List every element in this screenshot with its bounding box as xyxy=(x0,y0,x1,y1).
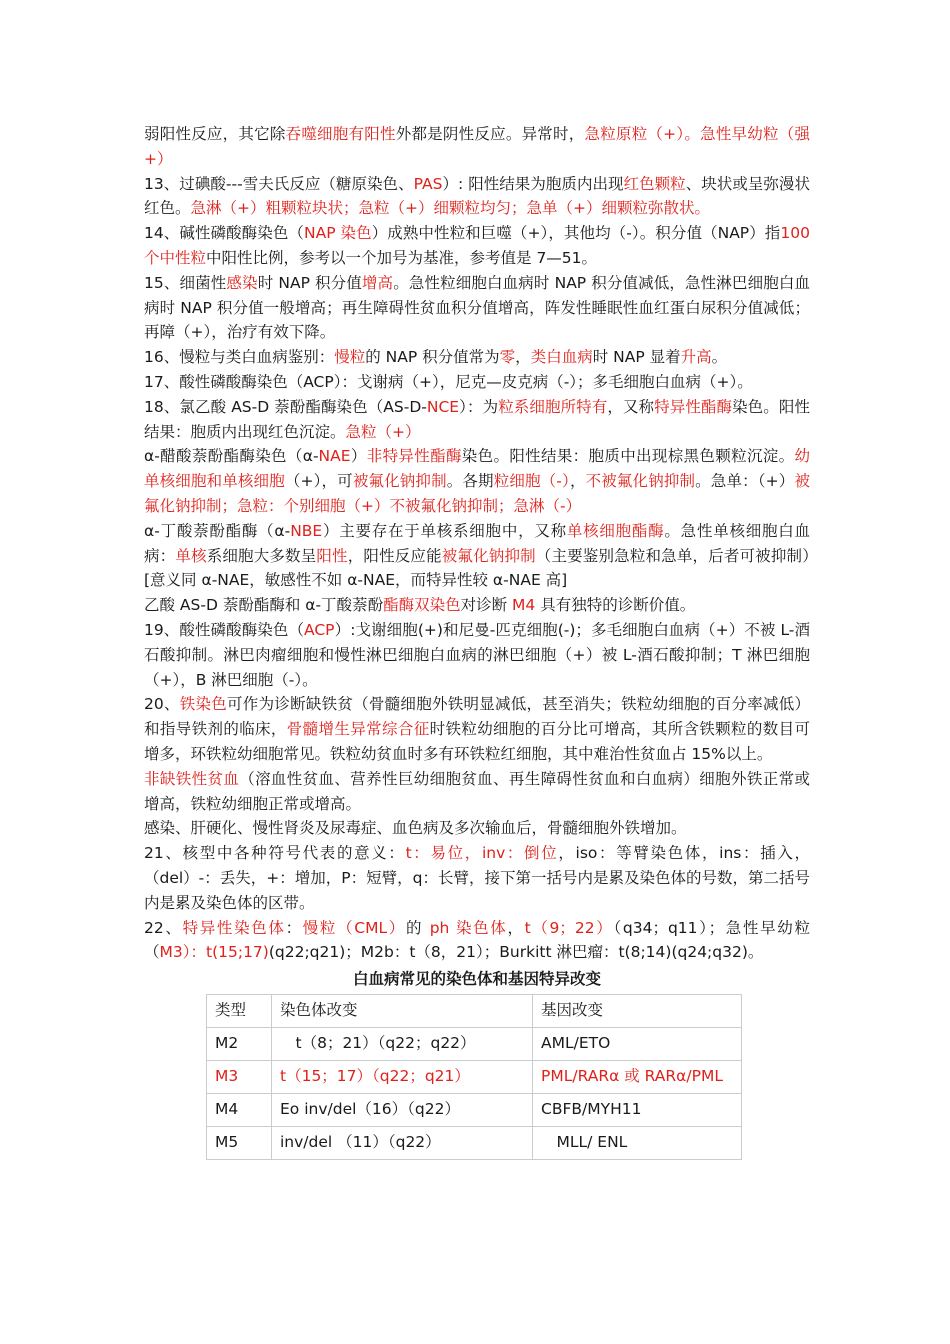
body-text: 可作为诊断缺铁贫（骨髓细胞外铁明显减低，甚至消失；铁粒幼细胞的百分率减低）和指导铁剂的临床， xyxy=(144,695,810,739)
body-text: 22、 xyxy=(144,918,183,937)
body-text: ） xyxy=(350,447,367,466)
highlighted-text: NBE xyxy=(290,521,323,540)
highlighted-text: 被氟化钠抑制 xyxy=(441,546,536,565)
body-text: 21、核型中各种符号代表的意义： xyxy=(144,844,406,863)
highlighted-text: 急粒原粒（+）。急性早幼粒（强+） xyxy=(144,125,810,168)
table-header-row xyxy=(207,994,742,1027)
body-text: 外都是阴性反应。异常时， xyxy=(395,125,585,143)
paragraph xyxy=(144,618,810,692)
highlighted-text: 急粒（+） xyxy=(345,422,421,441)
paragraph xyxy=(144,841,810,915)
cell-type: M2 xyxy=(207,1027,272,1060)
cell-chromosome: t（8；21）（q22；q22） xyxy=(272,1027,533,1060)
cell-type: M5 xyxy=(207,1126,272,1159)
highlighted-text: 被氟化钠抑制 xyxy=(352,472,447,491)
body-text: ）主要存在于单核系细胞中，又称 xyxy=(322,521,567,540)
body-text: ）: 阳性结果为胞质内出现 xyxy=(442,174,624,193)
paragraph xyxy=(144,395,810,445)
document-page xyxy=(144,122,810,1160)
body-text: 乙酸 AS-D 萘酚酯酶和 α-丁酸萘酚 xyxy=(144,596,384,615)
body-text: 的 NAP 积分值常为 xyxy=(365,348,500,367)
paragraph xyxy=(144,519,810,593)
body-text: ）：为 xyxy=(459,397,499,416)
paragraph xyxy=(144,221,810,271)
highlighted-text: 粒细胞（-） xyxy=(493,472,570,491)
body-text: （溶血性贫血、营养性巨幼细胞贫血、再生障碍性贫血和白血病）细胞外铁正常或增高，铁粒幼细胞正常或增高。 xyxy=(144,769,810,813)
table-row xyxy=(207,1126,742,1159)
highlighted-text: 特异性酯酶 xyxy=(654,397,733,416)
body-text: 中阳性比例，参考以一个加号为基准，参考值是 7—51。 xyxy=(206,248,598,267)
body-text: 17、酸性磷酸酶染色（ACP）：戈谢病（+），尼克—皮克病（-）；多毛细胞白血病（+）。 xyxy=(144,372,753,391)
paragraph xyxy=(144,172,810,222)
body-text: ，iso：等臂染色体，ins：插入，（del）-：丢失，+：增加，P：短臂，q：长臂，接下第一括号内是累及染色体的号数，第二括号内是累及染色体的区带。 xyxy=(144,844,810,912)
highlighted-text: 幼单核细胞和单核细胞 xyxy=(144,447,810,491)
highlighted-text: 不被氟化钠抑制 xyxy=(585,472,696,491)
body-text: (q22;q21)；M2b：t（8，21）；Burkitt 淋巴瘤：t(8;14)(q24;q32)。 xyxy=(268,943,764,962)
highlighted-text: 吞噬细胞有阳性 xyxy=(285,125,396,143)
body-text: 对诊断 xyxy=(460,596,513,615)
highlighted-text: 粒系细胞所特有 xyxy=(498,397,608,416)
paragraph xyxy=(144,816,810,841)
body-text: 18、氯乙酸 AS-D 萘酚酯酶染色（AS-D- xyxy=(144,397,427,416)
body-text: ， xyxy=(507,918,525,937)
body-text: 19、酸性磷酸酶染色（ xyxy=(144,620,305,639)
paragraph xyxy=(144,271,810,345)
body-text: 染色。阳性结果：胞质内出现红色沉淀。 xyxy=(144,397,810,441)
body-text: （q34；q11）；急性早幼粒（ xyxy=(144,918,810,962)
body-text: 系细胞大多数呈 xyxy=(206,546,317,565)
highlighted-text: 酯酶双染色 xyxy=(383,596,461,615)
body-text: ）:戈谢细胞(+)和尼曼-匹克细胞(-)；多毛细胞白血病（+）不被 L-酒石酸抑制。淋巴肉瘤细胞和慢性淋巴细胞白血病的淋巴细胞（+）被 L-酒石酸抑制；T 淋巴细胞（+），B 淋巴细胞（-）。 xyxy=(144,620,810,689)
body-text: 弱阳性反应，其它除 xyxy=(144,125,286,143)
cell-chromosome: Eo inv/del（16）（q22） xyxy=(272,1093,533,1126)
highlighted-text: NAE xyxy=(318,447,351,466)
body-text: 15、细菌性 xyxy=(144,273,227,292)
highlighted-text: 红色颗粒 xyxy=(623,174,686,193)
table-title: 白血病常见的染色体和基因特异改变 xyxy=(352,970,601,989)
paragraph xyxy=(144,444,810,518)
highlighted-text: 慢粒（CML） xyxy=(302,918,406,937)
body-text: 14、碱性磷酸酶染色（ xyxy=(144,224,304,243)
paragraph xyxy=(144,370,810,395)
highlighted-text: 零 xyxy=(499,348,516,367)
cell-type: M4 xyxy=(207,1093,272,1126)
cell-chromosome: t（15；17）（q22；q21） xyxy=(272,1060,533,1093)
body-text: ）成熟中性粒和巨噬（+），其他均（-）。积分值（NAP）指 xyxy=(371,224,781,243)
highlighted-text: ACP xyxy=(304,620,335,639)
body-text: ， xyxy=(515,348,531,367)
highlighted-text: 类白血病 xyxy=(530,348,593,367)
highlighted-text: ph 染色体 xyxy=(429,918,508,937)
highlighted-text: 慢粒 xyxy=(334,348,366,367)
body-text: 时 NAP 积分值 xyxy=(257,273,362,292)
paragraph xyxy=(144,692,810,766)
body-text: 感染、肝硬化、慢性肾炎及尿毒症、血色病及多次输血后，骨髓细胞外铁增加。 xyxy=(144,819,687,838)
body-text: 。 xyxy=(711,348,728,367)
cell-chromosome: inv/del （11）（q22） xyxy=(272,1126,533,1159)
body-text: 。各期 xyxy=(446,472,494,491)
highlighted-text: 增高 xyxy=(361,273,394,292)
body-text: （主要鉴别急粒和急单，后者可被抑制）[意义同 α-NAE，敏感性不如 α-NAE，而特异性较 α-NAE 高] xyxy=(144,546,810,590)
body-text: 16、慢粒与类白血病鉴别： xyxy=(144,348,335,367)
highlighted-text: 阳性 xyxy=(316,546,348,565)
body-text: ，又称 xyxy=(607,397,655,416)
table-row xyxy=(207,1093,742,1126)
body-text: 具有独特的诊断价值。 xyxy=(535,596,696,615)
body-text: ： xyxy=(285,918,303,937)
paragraph xyxy=(144,122,810,172)
paragraph xyxy=(144,916,810,966)
highlighted-text: M4 xyxy=(512,596,536,615)
body-text: 。急性单核细胞白血病： xyxy=(144,521,810,565)
body-text: 、块状或呈弥漫状红色。 xyxy=(144,174,810,218)
header-type: 类型 xyxy=(207,994,272,1027)
highlighted-text: NCE xyxy=(426,397,460,416)
body-text: 时 NAP 显着 xyxy=(592,348,681,367)
body-text: 时铁粒幼细胞的百分比可增高，其所含铁颗粒的数目可增多，环铁粒幼细胞常见。铁粒幼贫血时多有环铁粒红细胞，其中难治性贫血占 15%以上。 xyxy=(144,720,810,763)
highlighted-text: 被氟化钠抑制；急粒：个别细胞（+）不被氟化钠抑制；急淋（-） xyxy=(144,472,810,515)
cell-gene: AML/ETO xyxy=(533,1027,742,1060)
body-text: 染色。阳性结果：胞质中出现棕黑色颗粒沉淀。 xyxy=(461,447,795,466)
body-text: α-丁酸萘酚酯酶（α- xyxy=(144,521,291,540)
paragraph-list xyxy=(144,122,810,965)
header-chromosome: 染色体改变 xyxy=(272,994,533,1027)
body-text: ，阳性反应能 xyxy=(347,546,442,565)
cell-type: M3 xyxy=(207,1060,272,1093)
highlighted-text: 非特异性酯酶 xyxy=(366,447,462,466)
header-gene: 基因改变 xyxy=(533,994,742,1027)
body-text: 。急性粒细胞白血病时 NAP 积分值减低，急性淋巴细胞白血病时 NAP 积分值一般增高；再生障碍性贫血积分值增高，阵发性睡眠性血红蛋白尿积分值减低；再障（+），治疗有效下降。 xyxy=(144,273,810,342)
highlighted-text: 非缺铁性贫血 xyxy=(144,769,240,788)
highlighted-text: t：易位，inv：倒位 xyxy=(405,844,559,863)
body-text: 的 xyxy=(405,918,430,937)
highlighted-text: M3）：t(15;17) xyxy=(159,943,269,962)
body-text: ， xyxy=(569,472,586,491)
highlighted-text: 100 个中性粒 xyxy=(144,224,810,267)
highlighted-text: 骨髓增生异常综合征 xyxy=(286,720,430,739)
highlighted-text: 铁染色 xyxy=(179,695,228,714)
table-row xyxy=(207,1060,742,1093)
highlighted-text: PAS xyxy=(413,174,443,193)
cell-gene: MLL/ ENL xyxy=(533,1126,742,1159)
body-text: 13、过碘酸---雪夫氏反应（糖原染色、 xyxy=(144,174,414,193)
highlighted-text: NAP 染色 xyxy=(304,224,372,243)
highlighted-text: t（9；22） xyxy=(524,918,614,937)
paragraph xyxy=(144,593,810,618)
paragraph xyxy=(144,345,810,370)
cell-gene: PML/RARα 或 RARα/PML xyxy=(533,1060,742,1093)
paragraph xyxy=(144,767,810,817)
body-text: （+），可 xyxy=(284,472,353,491)
body-text: 20、 xyxy=(144,695,180,714)
highlighted-text: 急淋（+）粗颗粒块状；急粒（+）细颗粒均匀；急单（+）细颗粒弥散状。 xyxy=(190,199,710,218)
highlighted-text: 感染 xyxy=(226,273,258,292)
body-text: α-醋酸萘酚酯酶染色（α- xyxy=(144,447,319,466)
cell-gene: CBFB/MYH11 xyxy=(533,1093,742,1126)
table-row xyxy=(207,1027,742,1060)
body-text: 。急单：（+） xyxy=(695,472,795,491)
chromosome-table xyxy=(206,994,742,1160)
highlighted-text: 升高 xyxy=(680,348,712,367)
highlighted-text: 特异性染色体 xyxy=(182,918,286,937)
highlighted-text: 单核细胞酯酶 xyxy=(566,521,665,540)
highlighted-text: 单核 xyxy=(175,546,207,565)
